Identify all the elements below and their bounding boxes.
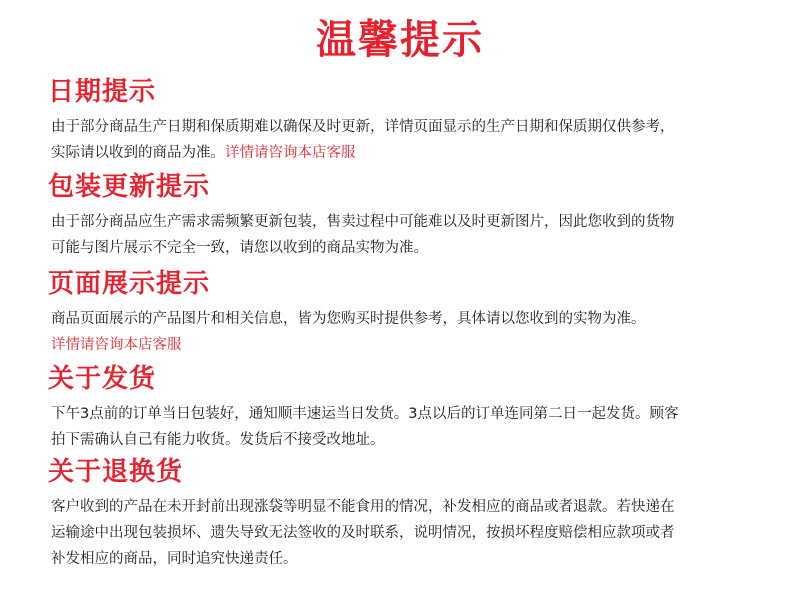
section-heading-returns: 关于退换货 bbox=[48, 457, 184, 487]
section-heading-packaging: 包装更新提示 bbox=[48, 172, 211, 202]
display-notice-text: 商品页面展示的产品图片和相关信息，皆为您购买时提供参考，具体请以您收到的实物为准。 bbox=[51, 311, 646, 327]
section-body-returns: 客户收到的产品在未开封前出现涨袋等明显不能食用的情况，补发相应的商品或者退款。若快递在 运输途中出现包装损坏、遗失导致无法签收的及时联系，说明情况，按损坏程度赔偿相应款项或者 补发相应的商品，同时追究快递责任。 bbox=[51, 499, 675, 567]
section-packaging-notice bbox=[48, 171, 768, 261]
customer-service-link-2[interactable]: 详情请咨询本店客服 bbox=[51, 337, 182, 353]
section-date-notice bbox=[48, 76, 768, 166]
section-heading-shipping: 关于发货 bbox=[48, 364, 157, 394]
section-body-display bbox=[48, 306, 768, 358]
section-heading-display: 页面展示提示 bbox=[48, 269, 211, 299]
section-heading-date: 日期提示 bbox=[48, 77, 157, 107]
date-notice-text: 由于部分商品生产日期和保质期难以确保及时更新，详情页面显示的生产日期和保质期仅供参考， 实际请以收到的商品为准。 bbox=[51, 119, 675, 161]
section-display-notice bbox=[48, 268, 768, 358]
section-body-date bbox=[48, 114, 768, 166]
customer-service-link[interactable]: 详情请咨询本店客服 bbox=[225, 145, 356, 161]
section-shipping-notice bbox=[48, 363, 768, 453]
section-body-shipping: 下午3点前的订单当日包装好，通知顺丰速运当日发货。3点以后的订单连同第二日一起发货。顾客 拍下需确认自己有能力收货。发货后不接受改地址。 bbox=[51, 406, 679, 448]
page-title: 温馨提示 bbox=[316, 17, 484, 63]
section-returns-notice bbox=[48, 456, 768, 572]
section-body-packaging: 由于部分商品应生产需求需频繁更新包装，售卖过程中可能难以及时更新图片，因此您收到的货物 可能与图片展示不完全一致，请您以收到的商品实物为准。 bbox=[51, 214, 675, 256]
